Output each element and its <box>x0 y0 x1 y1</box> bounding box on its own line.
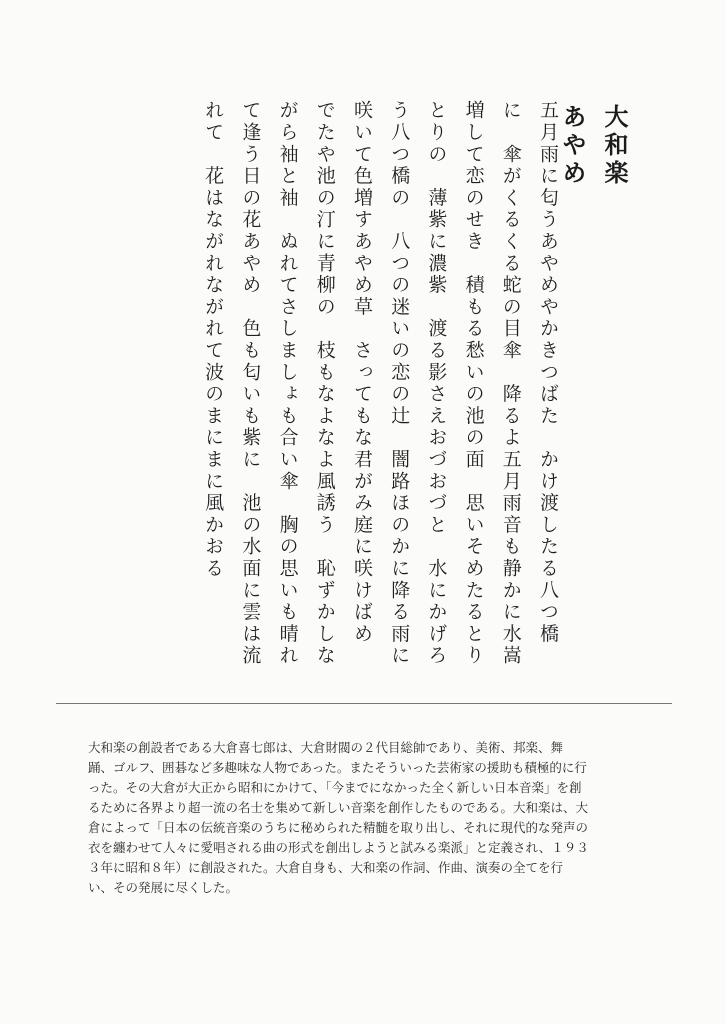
section-divider <box>56 703 672 704</box>
commentary-line: 大和楽の創設者である大倉喜七郎は、大倉財閥の２代目総帥であり、美術、邦楽、舞 <box>88 740 564 755</box>
commentary-line: 倉によって「日本の伝統音楽のうちに秘められた精髄を取り出し、それに現代的な発声の <box>88 820 589 835</box>
commentary-line: 踊、ゴルフ、囲碁など多趣味な人物であった。またそういった芸術家の援助も積極的に行 <box>88 760 587 775</box>
lyrics-body <box>194 100 566 680</box>
lyrics-column: がら袖と袖 ぬれてさしましょも合い傘 胸の思いも晴れ <box>276 100 299 667</box>
lyrics-column: う八つ橋の 八つの迷いの恋の辻 闇路ほのかに降る雨に <box>388 100 411 667</box>
commentary-paragraph <box>88 738 688 898</box>
commentary-line: るために各界より超一流の名士を集めて新しい音楽を創作したものである。大和楽は、大 <box>88 800 589 815</box>
title-subtitle: あやめ <box>558 104 587 188</box>
commentary-line: った。その大倉が大正から昭和にかけて、「今までになかった全く新しい日本音楽」を創 <box>88 780 582 795</box>
lyrics-column: て逢う日の花あやめ 色も匂いも紫に 池の水面に雲は流 <box>239 100 262 667</box>
commentary-line: 衣を纏わせて人々に愛唱される曲の形式を創出しようと試みる楽派」と定義され、１９３ <box>88 840 589 855</box>
lyrics-column: 増して恋のせき 積もる愁いの池の面 思いそめたるとり <box>462 100 485 667</box>
lyrics-column: に 傘がくるくる蛇の目傘 降るよ五月雨音も静かに水嵩 <box>499 100 522 667</box>
document-title <box>558 104 628 304</box>
lyrics-column: でたや池の汀に青柳の 枝もなよなよ風誘う 恥ずかしな <box>313 100 336 667</box>
lyrics-column: 五月雨に匂うあやめやかきつばた かけ渡したる八つ橋 <box>537 100 559 645</box>
commentary-line: ３年に昭和８年）に創設された。大倉自身も、大和楽の作詞、作曲、演奏の全てを行 <box>88 860 564 875</box>
title-main: 大和楽 <box>600 104 629 188</box>
lyrics-column: とりの 薄紫に濃紫 渡る影さえおづおづと 水にかげろ <box>425 100 448 667</box>
lyrics-column: 咲いて色増すあやめ草 さってもな君がみ庭に咲けばめ <box>350 100 373 645</box>
commentary-line: い、その発展に尽くした。 <box>88 880 239 895</box>
lyrics-column: れて 花はながれながれて波のまにまに風かおる <box>202 100 225 580</box>
